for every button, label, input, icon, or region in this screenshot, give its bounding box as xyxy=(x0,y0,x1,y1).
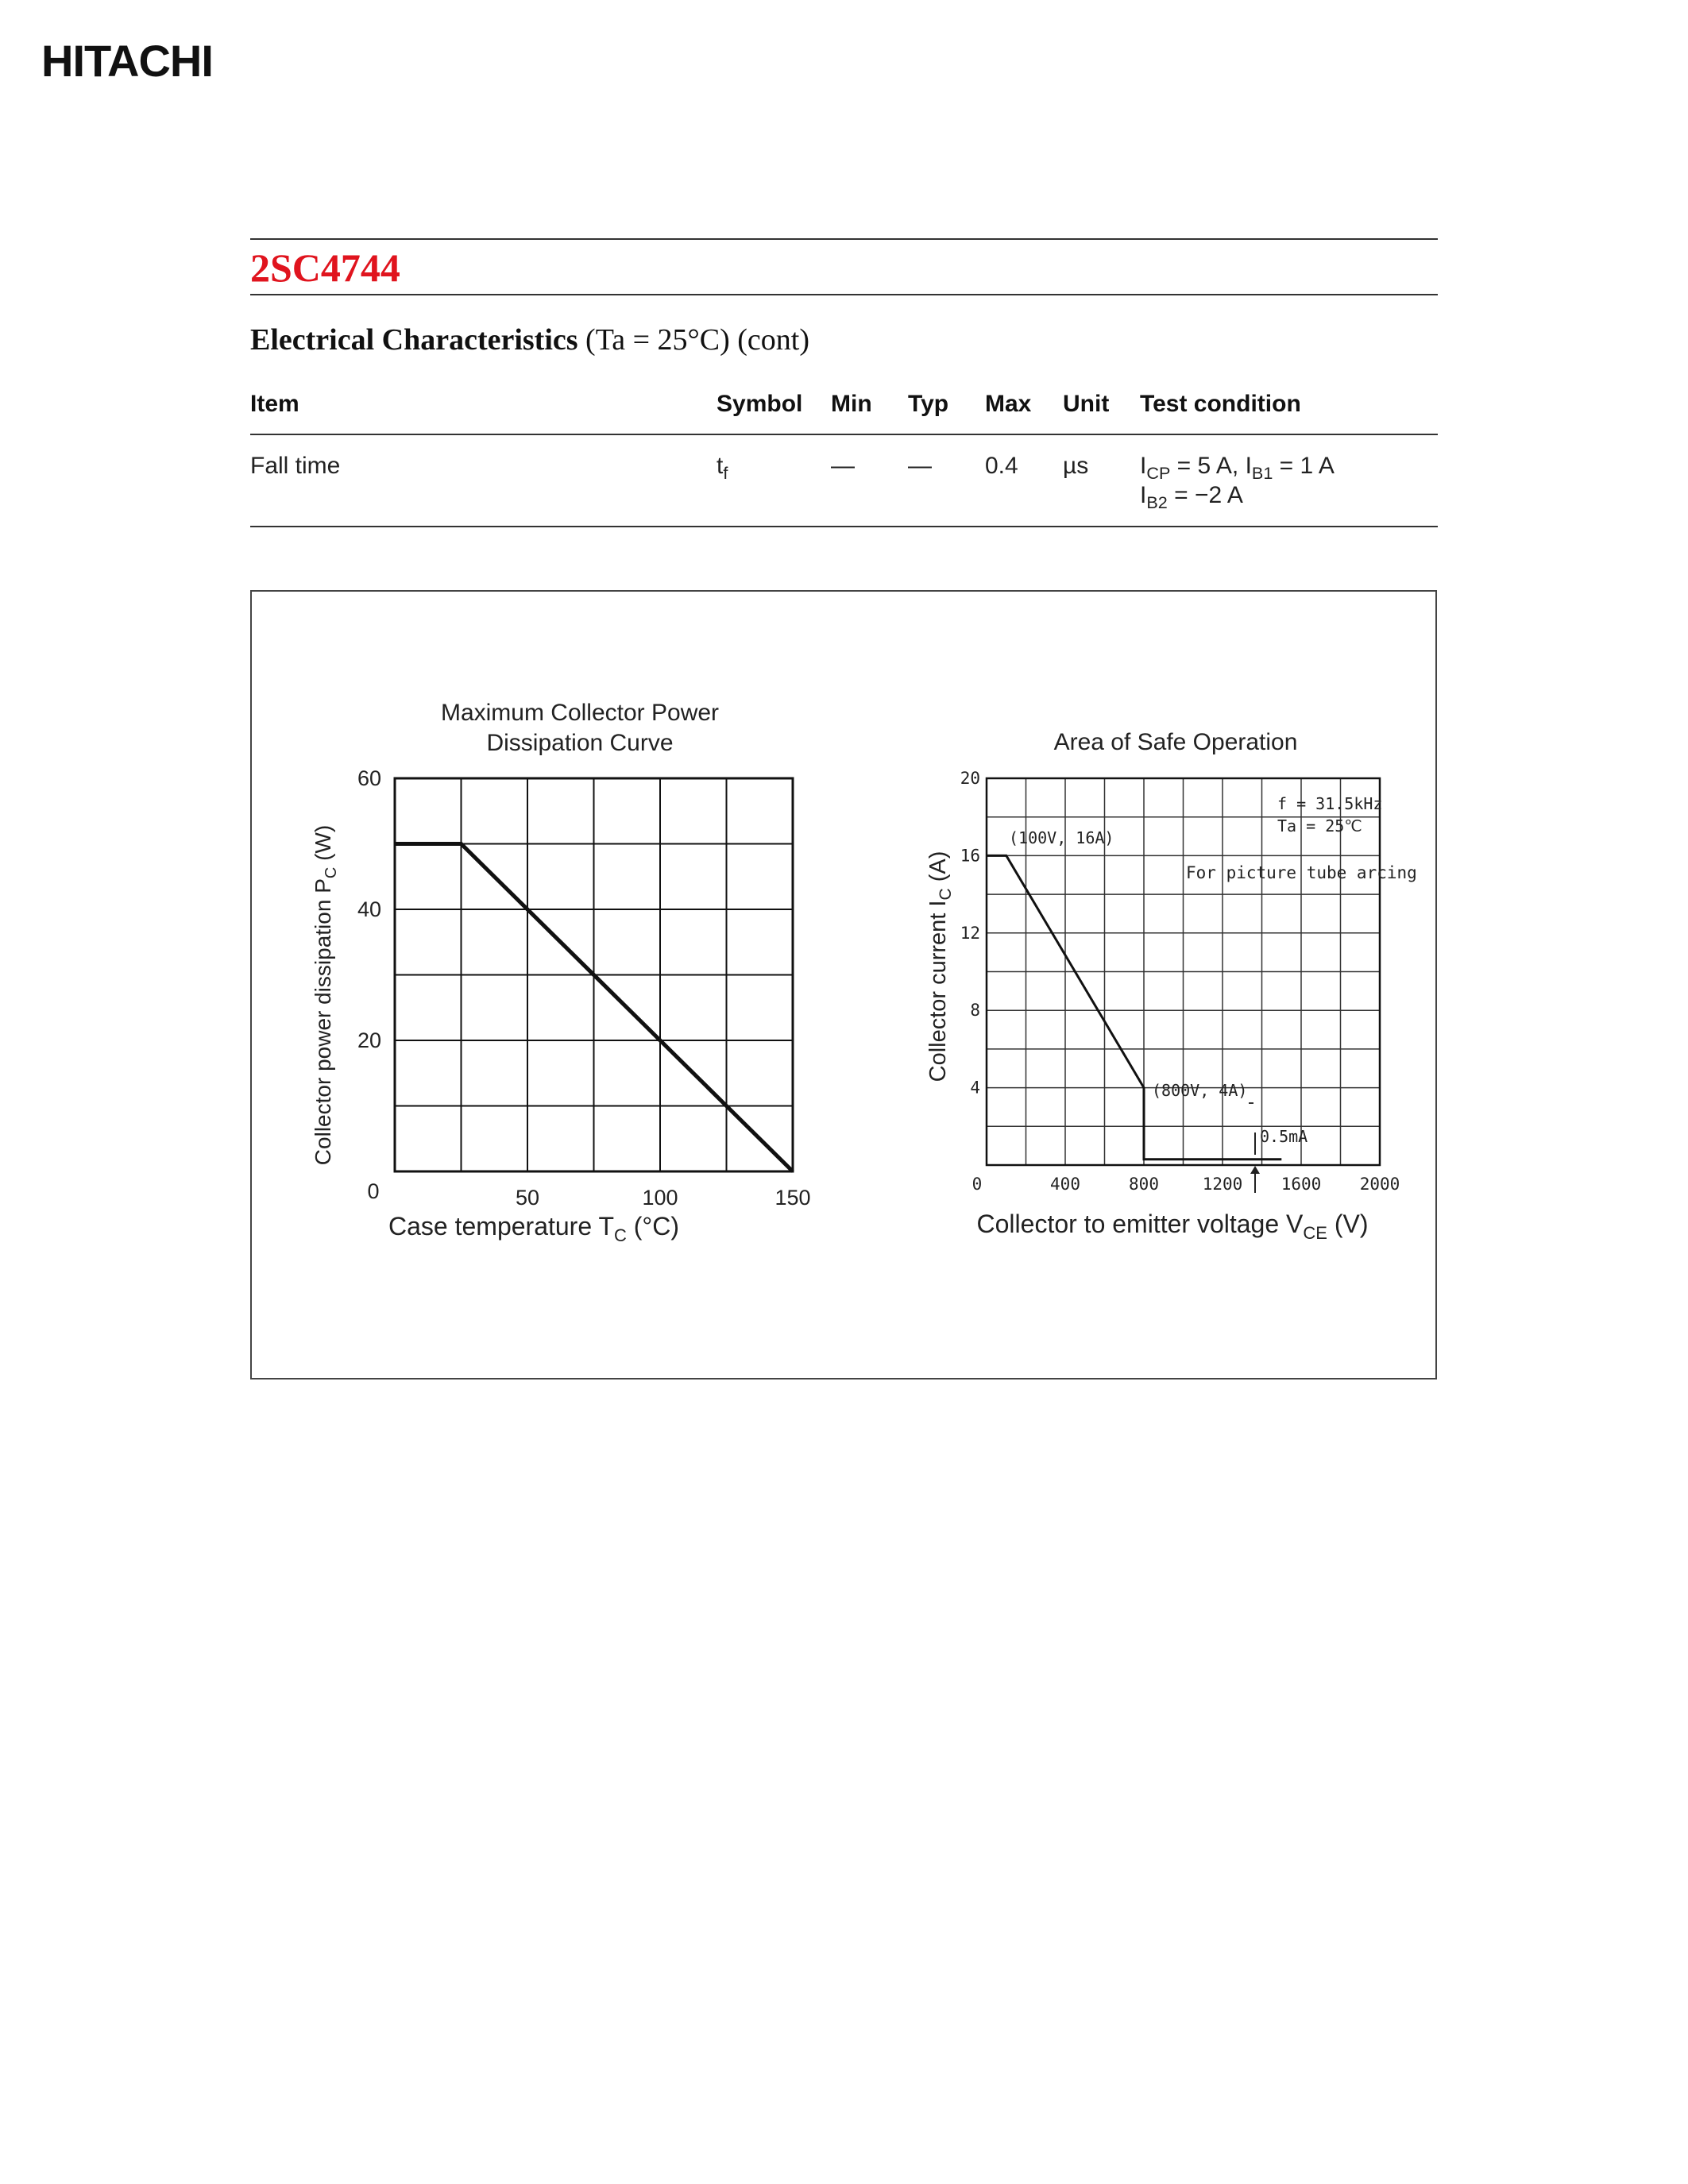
c2-ytick-label: 12 xyxy=(960,923,980,943)
col-symbol: Symbol xyxy=(717,391,803,417)
col-test-condition: Test condition xyxy=(1140,391,1301,417)
c2-ylabel: Collector current $I_C$ (A) xyxy=(925,851,955,1082)
cond2-a: I xyxy=(1140,482,1147,508)
c2-corner1-label: (100V, 16A) xyxy=(1009,828,1114,847)
c1-title-line1: Maximum Collector Power xyxy=(440,700,720,726)
c2-cond-f: f = 31.5kHz xyxy=(1277,794,1383,813)
col-typ: Typ xyxy=(908,391,949,417)
power-dissipation-chart xyxy=(311,700,811,1245)
cond1-c: = 1 A xyxy=(1273,453,1335,479)
cell-min: — xyxy=(831,453,855,479)
c2-xtick-label: 1600 xyxy=(1280,1175,1322,1194)
c1-title-line2: Dissipation Curve xyxy=(486,730,674,756)
c1-xtick-label: 50 xyxy=(515,1186,540,1210)
symbol-main: t xyxy=(717,453,724,479)
cell-item: Fall time xyxy=(250,453,341,479)
c2-cond-ta: Ta = 25℃ xyxy=(1277,816,1362,835)
c1-ytick-label: 60 xyxy=(357,766,381,790)
c2-xtick-label: 400 xyxy=(1050,1175,1080,1194)
c2-xtick-label: 2000 xyxy=(1359,1175,1400,1194)
col-item: Item xyxy=(250,391,299,417)
symbol-sub: f xyxy=(723,463,728,483)
c1-xtick-label: 100 xyxy=(642,1186,678,1210)
c1-ticks xyxy=(357,766,811,1210)
c2-ytick-label: 16 xyxy=(960,846,980,866)
c2-ytick-label: 8 xyxy=(970,1001,980,1021)
c2-leak-label: 0.5mA xyxy=(1260,1127,1308,1146)
c1-ylabel: Collector power dissipation $P_C$ (W) xyxy=(311,824,340,1166)
c2-xlabel: Collector to emitter voltage $V_{CE}$ (V) xyxy=(976,1210,1369,1243)
c2-xtick-label: 0 xyxy=(971,1175,983,1194)
col-unit: Unit xyxy=(1063,391,1110,417)
hitachi-logo: HITACHI xyxy=(41,36,213,86)
c2-ytick-label: 4 xyxy=(970,1078,980,1098)
section-title-rest: (Ta = 25°C) (cont) xyxy=(577,323,809,357)
cond1-b: = 5 A, I xyxy=(1170,453,1252,479)
c1-xtick-label: 150 xyxy=(774,1186,811,1210)
cond2-b: = −2 A xyxy=(1167,482,1243,508)
cell-unit: µs xyxy=(1063,453,1089,479)
c2-leak-arrowhead xyxy=(1250,1166,1260,1174)
c2-xtick-label: 800 xyxy=(1129,1175,1159,1194)
col-min: Min xyxy=(831,391,872,417)
c2-series-line xyxy=(987,855,1281,1159)
c1-ytick-label: 40 xyxy=(357,897,381,921)
c2-xtick-label: 1200 xyxy=(1202,1175,1243,1194)
c2-corner2-label: (800V, 4A) xyxy=(1152,1081,1248,1100)
c1-xlabel: Case temperature $T_C$ (°C) xyxy=(388,1212,679,1245)
part-number: 2SC4744 xyxy=(250,245,400,290)
c2-note: For picture tube arcing xyxy=(1186,863,1417,882)
cell-typ: — xyxy=(908,453,932,479)
safe-operation-chart xyxy=(925,729,1417,1243)
col-max: Max xyxy=(985,391,1032,417)
cond2-a-sub: B2 xyxy=(1146,492,1168,512)
cond1-a-sub: CP xyxy=(1146,463,1171,483)
c1-ytick-label: 20 xyxy=(357,1028,381,1052)
c2-ytick-label: 20 xyxy=(960,769,980,788)
cond1-a: I xyxy=(1140,453,1147,479)
cond1-b-sub: B1 xyxy=(1251,463,1273,483)
c1-xtick-label: 0 xyxy=(367,1179,380,1203)
c2-title: Area of Safe Operation xyxy=(1053,729,1298,755)
section-title-bold: Electrical Characteristics xyxy=(250,323,578,357)
cell-max: 0.4 xyxy=(985,453,1018,479)
